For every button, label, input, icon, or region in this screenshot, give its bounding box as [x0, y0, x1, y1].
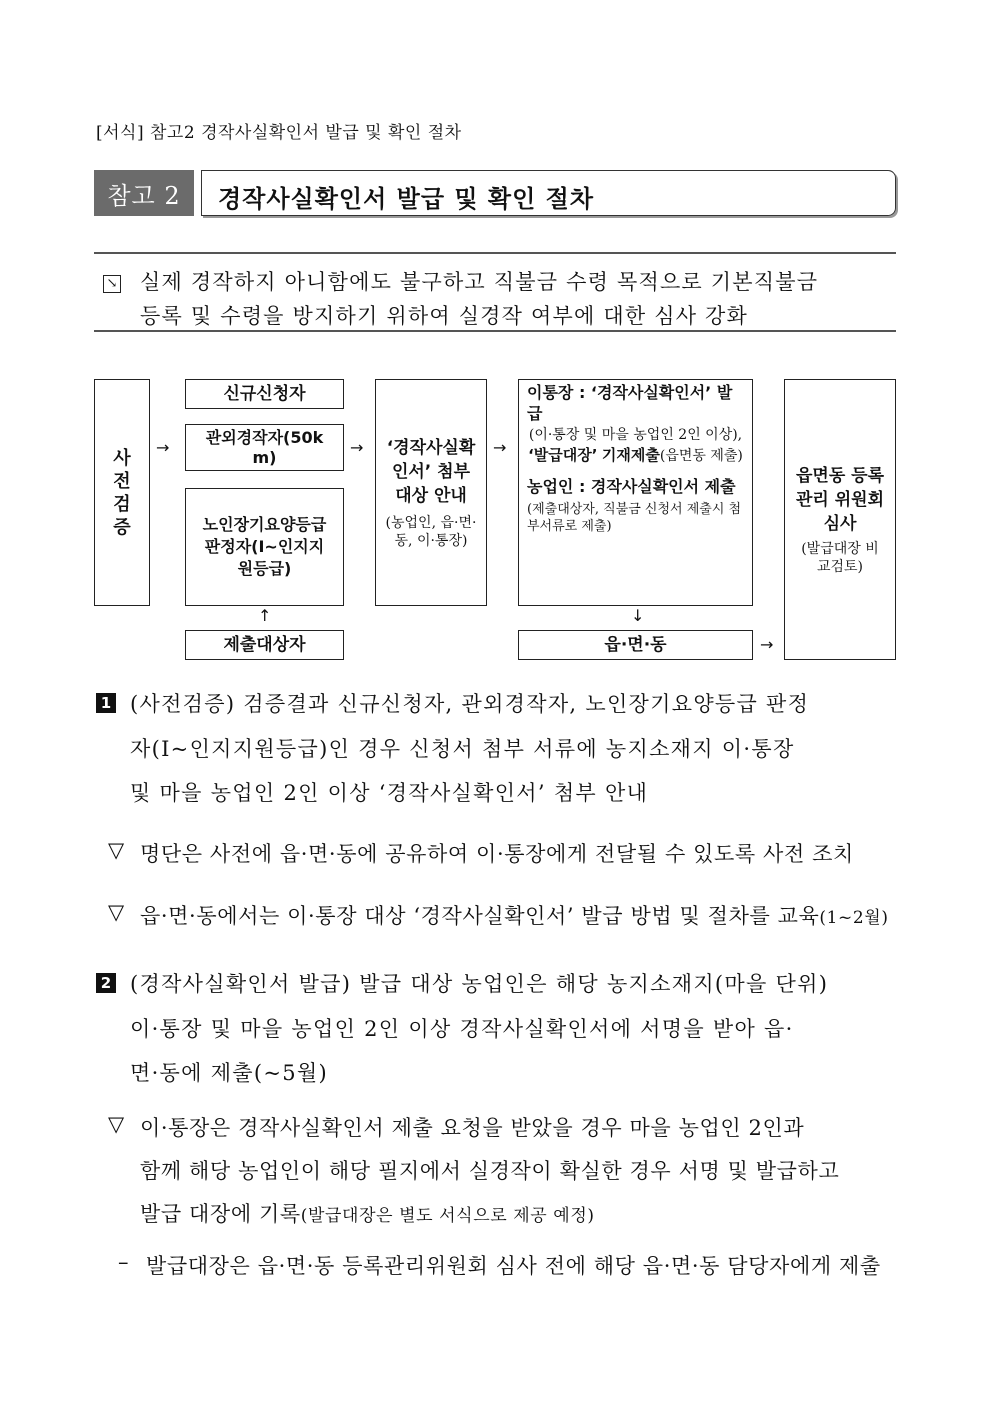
submitter-label: 제출대상자 — [223, 635, 306, 655]
notice-title: ‘경작사실확인서’ 첨부 대상 안내 — [386, 437, 476, 506]
section2-bullet-1-line-2: 함께 해당 농업인이 해당 필지에서 실경작이 확실한 경우 서명 및 발급하고 — [140, 1159, 840, 1183]
triangle-bullet-icon: ▽ — [108, 1112, 125, 1136]
dash-bullet-icon: – — [118, 1250, 130, 1274]
corner-arrow-icon: ↘ — [103, 275, 121, 293]
arrow-right-icon: → — [156, 438, 170, 457]
section2-line-2: 이·통장 및 마을 농업인 2인 이상 경작사실확인서에 서명을 받아 읍· — [130, 1017, 794, 1041]
arrow-right-icon: → — [350, 438, 364, 457]
notice-subtitle: (농업인, 읍·면·동, 이·통장) — [385, 514, 477, 549]
section1-bullet-1: 명단은 사전에 읍·면·동에 공유하여 이·통장에게 전달될 수 있도록 사전 조치 — [140, 842, 854, 866]
divider-bottom — [94, 330, 896, 332]
section1-line-1: (사전검증) 검증결과 신규신청자, 관외경작자, 노인장기요양등급 판정 — [130, 692, 810, 716]
chief-title: 이통장 : ‘경작사실확인서’ 발급 — [527, 383, 733, 423]
section-number-1: 1 — [96, 693, 116, 713]
outside-farmer-box — [185, 424, 344, 471]
elderly-label: 노인장기요양등급 판정자(Ⅰ~인지지원등급) — [202, 515, 327, 578]
chief-box — [518, 379, 753, 606]
section2-bullet-1-line-3-text: 발급 대장에 기록 — [140, 1202, 301, 1226]
section2-bullet-1-line-1: 이·통장은 경작사실확인서 제출 요청을 받았을 경우 마을 농업인 2인과 — [140, 1116, 805, 1140]
intro-line-1: 실제 경작하지 아니함에도 불구하고 직불금 수령 목적으로 기본직불금 — [140, 270, 819, 294]
arrow-down-icon: ↓ — [631, 606, 645, 625]
arrow-right-icon: → — [760, 635, 774, 654]
triangle-bullet-icon: ▽ — [108, 838, 125, 862]
chief-bold: 기재제출 — [601, 446, 660, 464]
section1-bullet-2-period: (1~2월) — [819, 908, 889, 928]
chief-detail — [527, 426, 744, 466]
divider-top — [94, 252, 896, 254]
page-title: 경작사실확인서 발급 및 확인 절차 — [218, 184, 594, 213]
section2-bullet-1-line-3 — [140, 1198, 595, 1228]
pre-check-char: 사 — [113, 447, 131, 469]
chief-sub: (이·통장 및 마을 농업인 2인 이상), — [528, 427, 743, 443]
committee-subtitle: (발급대장 비교검토) — [801, 540, 879, 575]
arrow-right-icon: → — [493, 438, 507, 457]
farmer-subtitle: (제출대상자, 직불금 신청서 제출시 첨부서류로 제출) — [527, 502, 742, 534]
intro-line-2: 등록 및 수령을 방지하기 위하여 실경작 여부에 대한 심사 강화 — [140, 304, 749, 328]
section1-line-2: 자(Ⅰ~인지지원등급)인 경우 신청서 첨부 서류에 농지소재지 이·통장 — [130, 737, 795, 761]
section-number-2: 2 — [96, 973, 116, 993]
elderly-box — [185, 488, 344, 606]
pre-check-char: 증 — [113, 516, 131, 538]
triangle-bullet-icon: ▽ — [108, 900, 125, 924]
pre-check-char: 전 — [113, 470, 131, 492]
town-label: 읍·면·동 — [604, 635, 667, 655]
section1-bullet-2-text: 읍·면·동에서는 이·통장 대상 ‘경작사실확인서’ 발급 방법 및 절차를 교육 — [140, 904, 820, 928]
section1-bullet-2 — [140, 900, 889, 930]
arrow-up-icon: ↑ — [258, 606, 272, 625]
title-tag: 참고 2 — [94, 170, 194, 216]
new-applicant-box — [185, 379, 344, 409]
section2-dash-1: 발급대장은 읍·면·동 등록관리위원회 심사 전에 해당 읍·면·동 담당자에게 제출 — [146, 1254, 881, 1278]
pre-check-box — [94, 379, 150, 606]
town-box — [518, 630, 753, 660]
outside-farmer-label: 관외경작자(50km) — [205, 427, 324, 467]
notice-box — [375, 379, 487, 606]
chief-sub: (읍면동 제출) — [659, 448, 743, 464]
section2-line-3: 면·동에 제출(~5월) — [130, 1061, 329, 1085]
submitter-box — [185, 630, 344, 660]
section2-line-1: (경작사실확인서 발급) 발급 대상 농업인은 해당 농지소재지(마을 단위) — [130, 972, 829, 996]
new-applicant-label: 신규신청자 — [223, 384, 306, 404]
committee-box — [784, 379, 896, 660]
chief-bold: ‘발급대장’ — [528, 446, 598, 464]
section2-bullet-1-note: (발급대장은 별도 서식으로 제공 예정) — [300, 1206, 595, 1226]
pre-check-char: 검 — [113, 493, 131, 515]
form-label: [서식] 참고2 경작사실확인서 발급 및 확인 절차 — [96, 123, 462, 143]
farmer-title: 농업인 : 경작사실확인서 제출 — [527, 477, 736, 496]
section1-line-3: 및 마을 농업인 2인 이상 ‘경작사실확인서’ 첨부 안내 — [130, 781, 649, 805]
committee-title: 읍면동 등록관리 위원회 심사 — [795, 465, 885, 534]
